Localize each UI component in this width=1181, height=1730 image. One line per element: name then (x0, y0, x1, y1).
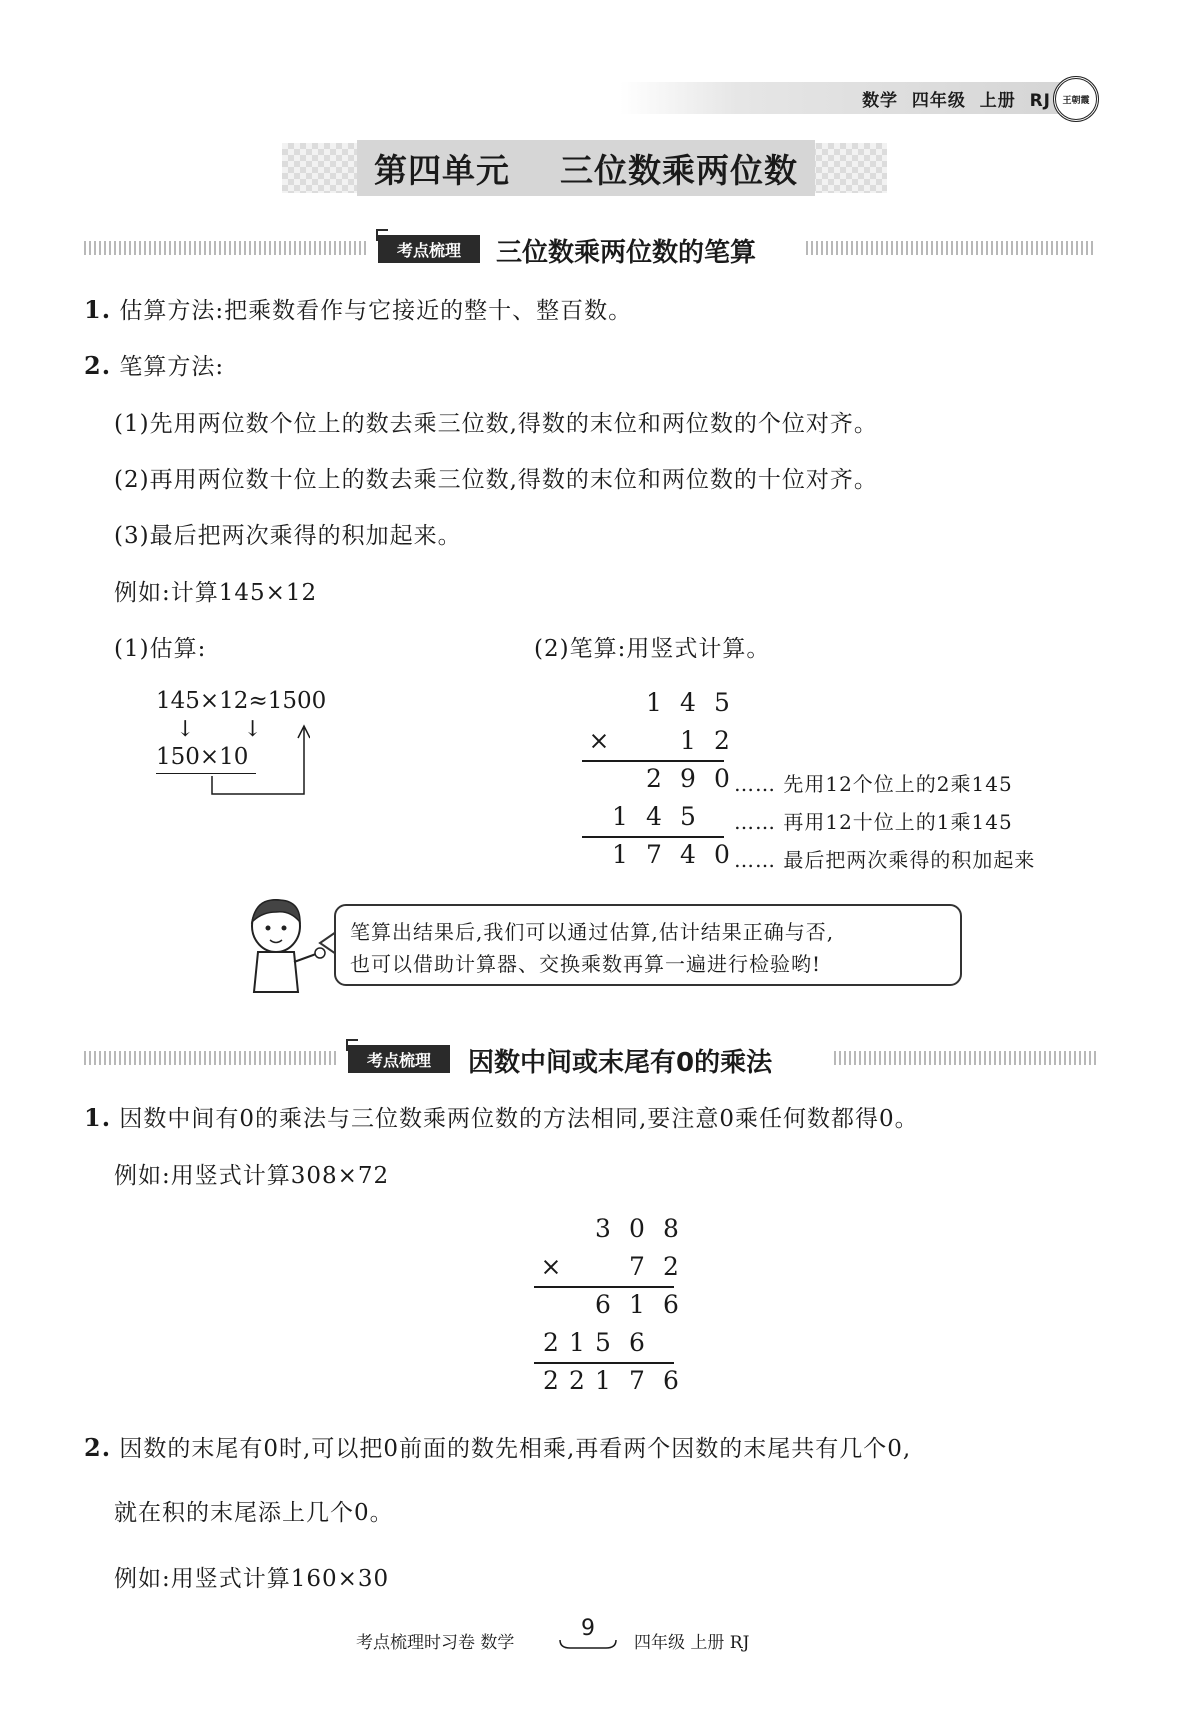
calc1-rule (582, 836, 724, 838)
section-divider-right (806, 241, 1096, 255)
calc2-digit: 7 (629, 1366, 645, 1395)
bubble-line: 笔算出结果后,我们可以通过估算,估计结果正确与否, (350, 920, 835, 944)
calc2-digit: 6 (663, 1290, 679, 1319)
calc1-digit: 2 (714, 726, 730, 755)
written-label: (2)笔算:用竖式计算。 (534, 636, 771, 662)
calc2-digit: 2 (663, 1252, 679, 1281)
calc2-digit: 1 (629, 1290, 645, 1319)
calc2-rule (534, 1362, 674, 1364)
item-2: 2. 笔算方法: (84, 351, 225, 380)
section-heading: 三位数乘两位数的笔算 (496, 238, 757, 268)
calc2-digit: 0 (629, 1214, 645, 1243)
calc1-digit: 0 (714, 764, 730, 793)
footer-book-title: 考点梳理时习卷 数学 (356, 1633, 515, 1653)
calc1-digit: 1 (680, 726, 696, 755)
calc2-digit: 5 (595, 1328, 611, 1357)
header-subject-info: 数学 四年级 上册 RJ (862, 91, 1051, 111)
bubble-line: 也可以借助计算器、交换乘数再算一遍进行检验哟! (350, 952, 822, 976)
calc2-digit: 1 (569, 1328, 585, 1357)
example-label: 例如:计算145×12 (114, 580, 318, 606)
section-divider-left (84, 241, 368, 255)
example-label: 例如:用竖式计算160×30 (114, 1566, 390, 1592)
calc1-digit: 5 (680, 802, 696, 831)
example-label: 例如:用竖式计算308×72 (114, 1163, 390, 1189)
item-1: 1. 估算方法:把乘数看作与它接近的整十、整百数。 (84, 295, 633, 324)
calc1-note: …… 最后把两次乘得的积加起来 (734, 848, 1036, 872)
footer-grade-info: 四年级 上册 RJ (634, 1633, 750, 1653)
calc2-digit: 2 (543, 1366, 559, 1395)
calc1-note: …… 先用12个位上的2乘145 (734, 772, 1013, 796)
step-1: (1)先用两位数个位上的数去乘三位数,得数的末位和两位数的个位对齐。 (114, 411, 878, 437)
calc2-digit: 6 (629, 1328, 645, 1357)
calc2-times-sign: × (540, 1252, 562, 1281)
calc1-rule (582, 760, 724, 762)
calc1-digit: 9 (680, 764, 696, 793)
estimate-rounded: 150×10 (156, 744, 249, 770)
calc1-digit: 1 (612, 840, 628, 869)
item-2-continued: 就在积的末尾添上几个0。 (114, 1500, 394, 1526)
section-tag: 考点梳理 (378, 235, 480, 263)
calc2-digit: 1 (595, 1366, 611, 1395)
estimate-label: (1)估算: (114, 636, 207, 662)
calc1-digit: 4 (680, 688, 696, 717)
section-heading: 因数中间或末尾有0的乘法 (468, 1048, 773, 1078)
tip-speech-bubble (334, 904, 962, 986)
estimate-arrows-icon: ↓ ↓ (176, 717, 262, 742)
calc2-digit: 7 (629, 1252, 645, 1281)
calc1-digit: 1 (646, 688, 662, 717)
item-2: 2. 因数的末尾有0时,可以把0前面的数先相乘,再看两个因数的末尾共有几个0, (84, 1433, 912, 1462)
calc2-digit: 6 (663, 1366, 679, 1395)
calc1-digit: 5 (714, 688, 730, 717)
calc1-digit: 4 (680, 840, 696, 869)
calc1-digit: 2 (646, 764, 662, 793)
page-title: 第四单元 三位数乘两位数 (357, 140, 815, 196)
step-2: (2)再用两位数十位上的数去乘三位数,得数的末位和两位数的十位对齐。 (114, 467, 878, 493)
calc1-digit: 7 (646, 840, 662, 869)
calc2-digit: 3 (595, 1214, 611, 1243)
calc1-digit: 0 (714, 840, 730, 869)
boy-character-icon (238, 896, 328, 996)
calc2-digit: 2 (543, 1328, 559, 1357)
calc2-rule (534, 1286, 674, 1288)
calc1-digit: 1 (612, 802, 628, 831)
item-1: 1. 因数中间有0的乘法与三位数乘两位数的方法相同,要注意0乘任何数都得0。 (84, 1103, 919, 1132)
estimate-bracket-arrow-icon (200, 722, 310, 798)
section-tag: 考点梳理 (348, 1045, 450, 1073)
calc2-digit: 2 (569, 1366, 585, 1395)
calc1-note: …… 再用12十位上的1乘145 (734, 810, 1013, 834)
page-number: 9 (581, 1616, 595, 1641)
calc1-times-sign: × (588, 726, 610, 755)
publisher-seal-icon: 王朝霞 (1053, 76, 1099, 122)
calc2-digit: 6 (595, 1290, 611, 1319)
calc1-digit: 4 (646, 802, 662, 831)
estimate-expression: 145×12≈1500 (156, 688, 327, 714)
section-divider-left (84, 1051, 338, 1065)
step-3: (3)最后把两次乘得的积加起来。 (114, 523, 462, 549)
section-divider-right (834, 1051, 1096, 1065)
calc2-digit: 8 (663, 1214, 679, 1243)
